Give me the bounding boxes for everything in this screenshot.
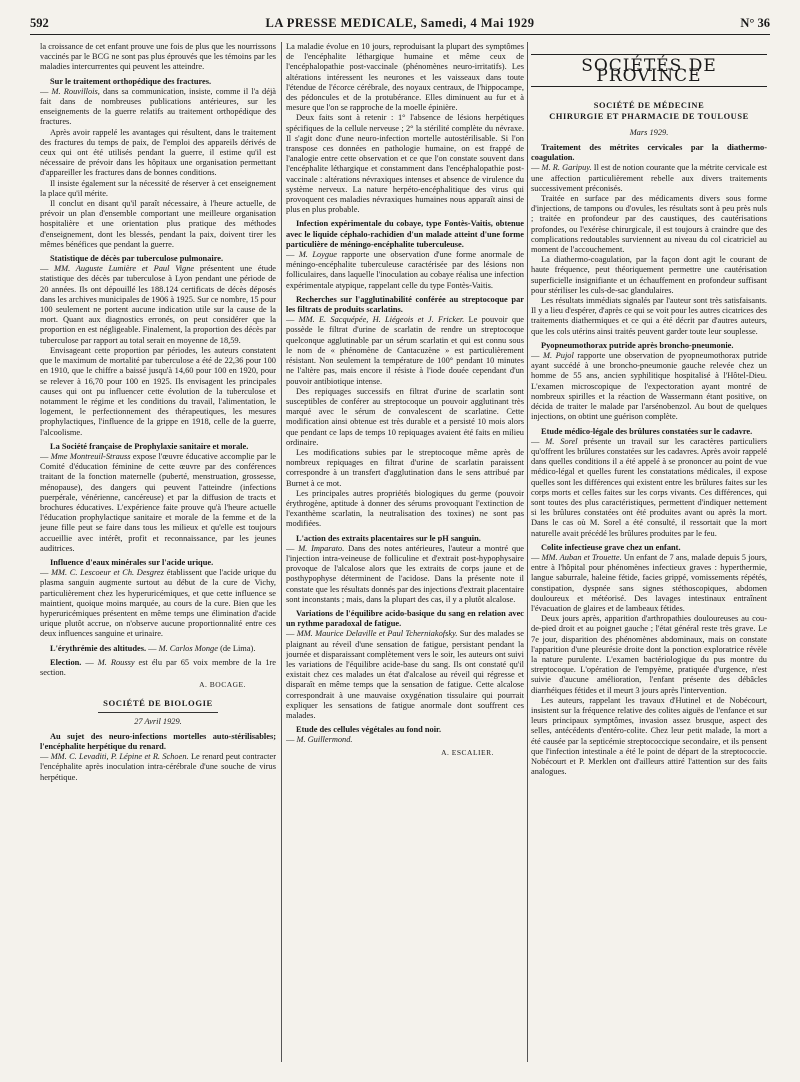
paragraph: — MM. Auban et Trouette. Un enfant de 7 ans, malade depuis 5 jours, entre à l'hôpital pour phénomènes infectieux graves : hyperthermie, langue saburrale, haleine fétide, facies grippé, vomissements répétés, constipation, dyspnée sans signes stéthoscopiques, abdomen douloureux et météorisé. Des lavages intestinaux entraînent l'évacuation de glaires et de lambeaux fétides. bbox=[531, 552, 767, 613]
author: MM. E. Sacquépée, H. Liégeois et J. Fricker. bbox=[298, 315, 465, 325]
paragraph: Les résultats immédiats signalés par l'auteur sont très satisfaisants. Il y a lieu d'espérer, d'après ce qui se voit pour les autres cicatrices des traitements diathermiques et ce qui a été décrit par d'autres auteurs, que les cols utérins ainsi traités peuvent garder toute leur souplesse. bbox=[531, 296, 767, 336]
paragraph: Des repiquages successifs en filtrat d'urine de scarlatin sont susceptibles de conférer au streptocoque un pouvoir agglutinant très marqué avec le sérum de convalescent de scarlatine. Cette modification ainsi obtenue est très durable et a persisté 10 mois alors que pendant ce laps de temps 10 repiquages avaient été faits en milieu ordinaire. bbox=[286, 386, 524, 447]
author: M. Roussy bbox=[97, 657, 135, 667]
paragraph: — M. R. Garipuy. Il est de notion courante que la métrite cervicale est une affection particulièrement rebelle aux divers traitements successivement préconisés. bbox=[531, 163, 767, 193]
journal-title: LA PRESSE MEDICALE, Samedi, 4 Mai 1929 bbox=[265, 16, 535, 30]
paragraph: — MM. Maurice Delaville et Paul Tcherniakofsky. Sur des malades se plaignant au réveil d'une sensation de fatigue, persistant pendant la journée et disparaissant complètement vers le soir, les auteurs ont suivi les variations de l'équilibre acide-base du sang. Ils ont constaté qu'il existait chez ces malades un état d'alcalose au réveil qui régresse et disparaît en même temps que la sensation de fatigue. Cette alcalose correspondrait à une mauvaise oxygénation tissulaire qui pourrait expliquer les sensations de fatigue anormale dont souffrent ces malades. bbox=[286, 629, 524, 720]
paragraph: Il insiste également sur la nécessité de réserver à cet enseignement la place qu'il mérite. bbox=[40, 178, 276, 198]
session-date: Mars 1929. bbox=[629, 127, 669, 137]
paragraph: Les modifications subies par le streptocoque même après de nombreux repiquages en filtrat d'urine de scarlatin paraissent correspondre à un transfert d'agglutination dans le sens attribué par Burnet à ce mot. bbox=[286, 447, 524, 488]
page-header bbox=[30, 14, 770, 35]
paragraph: la croissance de cet enfant prouve une fois de plus que les nourrissons vaccinés par le BCG ne sont pas plus éprouvés que les témoins par les maladies intercurrentes qui peuvent les atteindre. bbox=[40, 42, 276, 72]
author: M. Guillermond. bbox=[296, 735, 353, 745]
author: MM. C. Levaditi, P. Lépine et R. Schoen. bbox=[50, 752, 189, 762]
paragraph: Envisageant cette proportion par périodes, les auteurs constatent que le maximum de mortalité par tuberculose a été de 22,36 pour 100 en 1910, que le chiffre a baissé jusqu'à 14,60 pour 100 en 1920, pour se relever à 16,70 pour 100 en 1925. Ils envisagent les principales causes qui ont pu influencer cette évolution de la tuberculose et notamment le régime et les conditions du travail, l'alimentation, le logement, le perfectionnement des thérapeutiques, les mesures prophylactiques, l'influence de la grippe en 1918, celle de la guerre, l'alcoolisme. bbox=[40, 345, 276, 437]
paragraph: — MM. C. Levaditi, P. Lépine et R. Schoen. Le renard peut contracter l'encéphalite après inoculation intra-cérébrale d'une souche de virus herpétique. bbox=[40, 752, 276, 782]
paragraph: Les auteurs, rappelant les travaux d'Hutinel et de Nobécourt, insistent sur la fréquence relative des colites aiguës de l'enfance et sur leurs principaux symptômes, invasion assez brusque, aspect des selles, antécédents d'entéro-colite. Chez leur petit malade, la mort a été causée par la septicémie streptococcique secondaire, et ils pensent que l'infection intestinale a été le point de départ de la streptococcie. Nobécourt et P. Merklen ont d'ailleurs attiré l'attention sur des faits analogues. bbox=[531, 695, 767, 777]
paragraph: — M. Imparato. Dans des notes antérieures, l'auteur a montré que l'injection intra-veineuse de folliculine et d'extrait post-hypophysaire provoque de l'alcalose alors que les extraits de corps jaune et de posthypophyse déterminent de l'acidose. Dans la présente note il constate que les résultats donnés par des injections d'extrait placentaire sont inconstants ; mais, dans la plupart des cas, il y a plutôt alcalose. bbox=[286, 543, 524, 604]
society-name: CHIRURGIE ET PHARMACIE DE TOULOUSE bbox=[549, 111, 749, 121]
issue-number: N° 36 bbox=[740, 16, 770, 30]
paragraph: Les principales autres propriétés biologiques du germe (pouvoir érythrogène, aptitude à donner des sérums provoquant l'extinction de l'exanthème scarlatin, la neutralisation des toxines) ne sont pas modifiées. bbox=[286, 488, 524, 529]
article-title: Statistique de décès par tuberculose pulmonaire. bbox=[50, 254, 224, 264]
paragraph: — MM. E. Sacquépée, H. Liégeois et J. Fricker. Le pouvoir que possède le filtrat d'urine de scarlatin de rendre un streptocoque quelconque agglutinable par un sérum scarlatin et qui est connu sous le nom de « phénomène de Cantacuzène » est particulièrement résistant. Non seulement la température de 100° pendant 10 minutes ne l'altère pas, mais encore il résiste à l'iode douée cependant d'un pouvoir antibiotique intense. bbox=[286, 315, 524, 386]
paragraph: Election. — M. Roussy est élu par 65 voix membre de la 1re section. bbox=[40, 657, 276, 677]
signature: A. ESCALIER. bbox=[441, 747, 494, 757]
author: MM. C. Lescoeur et Ch. Desgrez bbox=[51, 568, 164, 578]
paragraph: La maladie évolue en 10 jours, reproduisant la plupart des symptômes de l'encéphalite léthargique humaine et même ceux de l'encéphalopathie post-vaccinale (phénomènes neuro-irritatifs). Les altérations intéressent les neurones et les vaisseaux dans toute l'étendue de l'écorce cérébrale, des noyaux centraux, de l'hippocampe, des pédoncules et de la protubérance. Elles diminuent au fur et à mesure que l'on se rapproche de la moelle épinière. bbox=[286, 42, 524, 113]
page-number: 592 bbox=[30, 16, 49, 30]
column-left bbox=[40, 42, 276, 1072]
author: M. R. Garipuy. bbox=[541, 163, 592, 173]
author: MM. Auguste Lumière et Paul Vigne bbox=[54, 264, 195, 274]
paragraph: — MM. Auguste Lumière et Paul Vigne présentent une étude statistique des décès par tuberculose à Lyon pendant une période de 20 années. Ils ont dépouillé les 188.124 certificats de décès déposés dans les archives municipales de 1906 à 1925. Sur ce nombre, 15 pour 100 seulement ne portent aucune indication utile sur la cause de la mort. Quant aux diagnostics erronés, on peut considérer que la proportion en est négligeable. Finalement, la proportion des décès par tuberculose par rapport au total serait en moyenne de 18,59. bbox=[40, 264, 276, 345]
article-title: Variations de l'équilibre acido-basique du sang en relation avec un rythme paradoxal de fatigue. bbox=[286, 608, 524, 629]
paragraph: Il conclut en disant qu'il paraît nécessaire, à l'heure actuelle, de prévoir un plan d'ensemble comportant une meilleure organisation hospitalière et une orientation plus pratique des méthodes d'enseignement, dont les blessés, pendant la paix, doivent tirer les mêmes bénéfices que pendant la guerre. bbox=[40, 199, 276, 249]
column-middle bbox=[286, 42, 524, 1072]
paragraph: — MM. C. Lescoeur et Ch. Desgrez établissent que l'acide urique du plasma sanguin augmente surtout au début de la cure de Vichy, particulièrement chez les hyperuricémiques, et que cette influence se maintient, quoique moins marquée, au cours de la cure. Bien que les hyperuricémiques présentent en même temps une élimination d'acide urique plutôt accrue, on n'observe aucune proportionnalité entre ces deux influences sanguine et urinaire. bbox=[40, 568, 276, 639]
paragraph: L'érythrémie des altitudes. — M. Carlos Monge (de Lima). bbox=[50, 643, 256, 653]
session-date: 27 Avril 1929. bbox=[134, 716, 182, 726]
article-title: Etude médico-légale des brûlures constatées sur le cadavre. bbox=[541, 426, 753, 436]
paragraph: Deux faits sont à retenir : 1° l'absence de lésions herpétiques spécifiques de la cellule nerveuse ; 2° la stérilité complète du névraxe. Il s'agit donc d'une neuro-infection mortelle autostérilisable. Si l'on transpose ces données en pathologie humaine, on est frappé de l'analogie entre cette observation et ce que l'on constate souvent dans l'encéphalite léthargique et constamment dans l'encéphalopathie post-vaccinale : altérations névraxiques intenses et absence de virulence du système nerveux. La nature herpéto-encéphalitique des virus qui provoquent ces maladies névraxiques humaines nous apparaît ainsi de plus en plus probable. bbox=[286, 113, 524, 215]
article-title: Recherches sur l'agglutinabilité conférée au streptocoque par les filtrats de produits scarlatins. bbox=[286, 294, 524, 315]
signature: A. BOCAGE. bbox=[199, 680, 246, 690]
article-title: Au sujet des neuro-infections mortelles auto-stérilisables; l'encéphalite herpétique du renard. bbox=[40, 731, 276, 751]
article-title: Infection expérimentale du cobaye, type Fontès-Vaitis, obtenue avec le liquide céphalo-rachidien d'un malade atteint d'une forme particulière de méningo-encéphalite tuberculeuse. bbox=[286, 219, 524, 249]
paragraph: — M. Guillermond. bbox=[286, 735, 353, 745]
society-name: SOCIÉTÉ DE MÉDECINE bbox=[593, 101, 705, 111]
column-right bbox=[531, 42, 767, 1072]
paragraph: — Mme Montreuil-Strauss expose l'œuvre éducative accomplie par le Comité d'éducation féminine de cette œuvre par des conférences traitant de la fonction maternelle (puberté, menstruation, grossesse, ménopause), des dangers qui peuvent l'atteindre (infections puerpérale, vénérienne, cancéreuse) et par la diffusion de tracts et brochures éducatives. L'expérience faite prouve qu'à l'heure actuelle l'éducation prophylactique sanitaire et morale de la femme et de la jeune fille peut se faire dans tous les milieux et qu'elle est toujours accueillie avec intérêt, profit et reconnaissance, par les jeunes auditrices. bbox=[40, 451, 276, 553]
section-banner: SOCIÉTÉS DE PROVINCE bbox=[531, 54, 767, 87]
article-title: Etude des cellules végétales au fond noir. bbox=[296, 725, 442, 735]
author: M. Sorel bbox=[545, 436, 578, 446]
author: M. Imparato. bbox=[298, 543, 345, 553]
article-title: La Société française de Prophylaxie sanitaire et morale. bbox=[50, 441, 249, 451]
author: Mme Montreuil-Strauss bbox=[50, 451, 131, 461]
article-title: Pyopneumothorax putride après broncho-pneumonie. bbox=[541, 340, 734, 350]
column-divider bbox=[527, 42, 528, 1062]
paragraph: — M. Rouvillois, dans sa communication, insiste, comme il l'a déjà fait dans de nombreuses publications antérieures, sur les enseignements de la guerre relatifs au traitement orthopédique des fractures. bbox=[40, 86, 276, 127]
paragraph: — M. Sorel présente un travail sur les caractères particuliers qu'offrent les brûlures constatées sur les cadavres. Après avoir rappelé dans quelles conditions il a été appelé à se prononcer au point de vue médico-légal et quelles furent les constatations médicales, il expose quelles sont les différences qui existent entre les brûlures faites sur les corps morts et celles faites sur les corps vivants. Ces différences, qui sont toutes des plus caractéristiques, permettent d'indiquer nettement si les brûlures constatées ont été produites avant ou après la mort. Dans le cas où M. Sorel a été consulté, il ressortait que la mort naturelle avait précédé les brûlures produites par le feu. bbox=[531, 436, 767, 538]
column-divider bbox=[281, 42, 282, 1062]
author: MM. Maurice Delaville et Paul Tcherniakofsky. bbox=[296, 629, 458, 639]
author: M. Carlos Monge bbox=[158, 643, 218, 653]
author: M. Loygue bbox=[298, 250, 337, 260]
paragraph: La diathermo-coagulation, par la façon dont agit le courant de haute fréquence, peut théoriquement permettre une cautérisation superficielle insignifiante et un échauffement en profondeur suffisant pour stériliser les culs-de-sac glandulaires. bbox=[531, 255, 767, 295]
article-title: L'action des extraits placentaires sur le pH sanguin. bbox=[296, 533, 481, 543]
paragraph: — M. Pujol rapporte une observation de pyopneumothorax putride ayant succédé à une broncho-pneumonie gauche relevée chez un homme de 55 ans, ancien syphilitique hospitalisé à l'Hôtel-Dieu. L'examen microscopique de l'expectoration ayant montré de nombreux spirilles et la réaction de Wassermann étant positive, on décida de traiter le malade par l'arsénobenzol. Au bout de quelques injections, on obtint une guérison complète. bbox=[531, 351, 767, 422]
author: M. Pujol bbox=[542, 351, 574, 361]
author: MM. Auban et Trouette. bbox=[541, 552, 622, 562]
paragraph: Deux jours après, apparition d'arthropathies douloureuses au cou-de-pied droit et au poignet gauche ; l'état général reste très grave. Le 7e jour, disparition des phénomènes abdominaux, mais on constate l'apparition d'une pleurésie droite dont la ponction exploratrice révèle la nature purulente. L'examen bactériologique du pus montre du streptocoque. L'opération de l'empyème, pratiquée d'urgence, n'est suivie d'aucune amélioration, l'enfant présente des débâcles diarrhéiques fétides et il meurt 3 jours après l'intervention. bbox=[531, 614, 767, 695]
paragraph: — M. Loygue rapporte une observation d'une forme anormale de méningo-encéphalite tuberculeuse caractérisée par des lésions non folliculaires, dans laquelle l'inoculation au cobaye réalisa une infection expérimentale atypique, rappelant celle du type Fontès-Vaitis. bbox=[286, 250, 524, 290]
article-title: Traitement des métrites cervicales par la diathermo-coagulation. bbox=[531, 143, 767, 163]
section-heading: SOCIÉTÉ DE BIOLOGIE bbox=[40, 698, 276, 712]
article-title: Sur le traitement orthopédique des fractures. bbox=[50, 76, 212, 86]
paragraph: Après avoir rappelé les avantages qui résultent, dans le traitement des fractures du temps de paix, de l'emploi des appareils dérivés de ceux qui ont été utilisés pendant la guerre, il estime qu'il est nécessaire de prévoir dans les hôpitaux une organisation permettant d'appareiller les fractures dans de bonnes conditions. bbox=[40, 127, 276, 178]
article-title: Colite infectieuse grave chez un enfant. bbox=[541, 542, 681, 552]
paragraph: Traitée en surface par des médicaments divers sous forme d'injections, de tampons ou d'ovules, les résultats sont à peu près nuls ; traitée en profondeur par des caustiques, des cautérisations profondes, ou l'exérèse chirurgicale, il est toujours à craindre que des complications redoutables surviennent au niveau du col cicatriciel au moment de l'accouchement. bbox=[531, 194, 767, 255]
author: M. Rouvillois bbox=[51, 86, 98, 96]
article-title: Influence d'eaux minérales sur l'acide urique. bbox=[50, 557, 214, 567]
